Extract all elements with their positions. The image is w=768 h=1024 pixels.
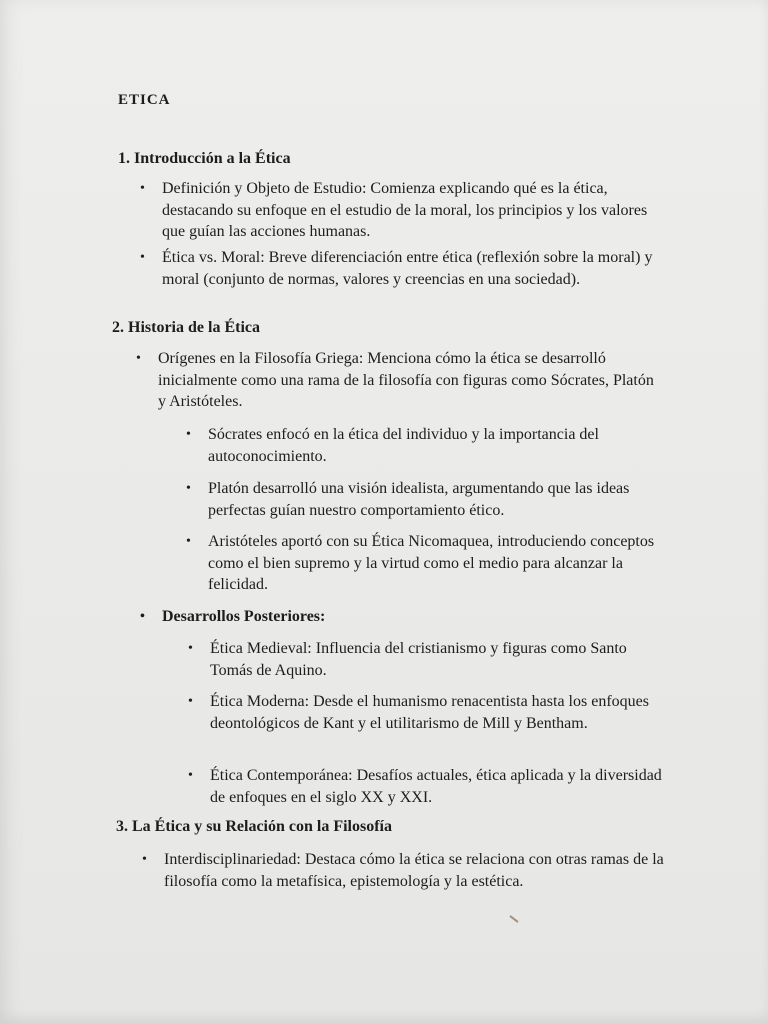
bullet: • bbox=[188, 694, 193, 709]
bullet: • bbox=[188, 768, 193, 783]
bullet: • bbox=[186, 427, 191, 442]
bullet: • bbox=[186, 481, 191, 496]
list-item: • Interdisciplinariedad: Destaca cómo la ética se relaciona con otras ramas de la filosofía como la metafísica, epistemología y la estética. bbox=[142, 851, 664, 890]
sub-list-item: • Ética Moderna: Desde el humanismo renacentista hasta los enfoques deontológicos de Kant y el utilitarismo de Mill y Bentham. bbox=[188, 693, 649, 732]
bullet: • bbox=[140, 250, 145, 265]
bullet: • bbox=[188, 641, 193, 656]
list-item: • Definición y Objeto de Estudio: Comienza explicando qué es la ética, destacando su enfoque en el estudio de la moral, los principios y los valores que guían las acciones humanas. bbox=[140, 180, 648, 240]
bullet: • bbox=[186, 534, 191, 549]
bullet: • bbox=[136, 351, 141, 366]
bullet: • bbox=[142, 852, 147, 867]
sub-list-item: • Aristóteles aportó con su Ética Nicomaquea, introduciendo conceptos como el bien supremo y la virtud como el medio para alcanzar la felicidad. bbox=[186, 533, 655, 593]
bullet: • bbox=[140, 181, 145, 196]
sub-list-item: • Ética Medieval: Influencia del cristianismo y figuras como Santo Tomás de Aquino. bbox=[188, 640, 627, 679]
sub-list-item: • Sócrates enfocó en la ética del individuo y la importancia del autoconocimiento. bbox=[186, 426, 599, 465]
list-item: • Orígenes en la Filosofía Griega: Menciona cómo la ética se desarrolló inicialmente como una rama de la filosofía con figuras como Sócrates, Platón y Aristóteles. bbox=[136, 350, 654, 410]
sub-list-item: • Ética Contemporánea: Desafíos actuales, ética aplicada y la diversidad de enfoques en el siglo XX y XXI. bbox=[188, 767, 662, 806]
section-heading-1: 1. Introducción a la Ética bbox=[118, 150, 291, 167]
subsection-heading: • Desarrollos Posteriores: bbox=[162, 606, 667, 628]
list-item: • Ética vs. Moral: Breve diferenciación entre ética (reflexión sobre la moral) y moral (conjunto de normas, valores y creencias en una sociedad). bbox=[140, 249, 653, 288]
document-title: ETICA bbox=[118, 92, 171, 108]
sub-list-item: • Platón desarrolló una visión idealista, argumentando que las ideas perfectas guían nuestro comportamiento ético. bbox=[186, 480, 630, 519]
section-heading-2: 2. Historia de la Ética bbox=[112, 319, 260, 336]
bullet: • bbox=[140, 609, 145, 624]
section-heading-3: 3. La Ética y su Relación con la Filosofía bbox=[116, 818, 392, 835]
